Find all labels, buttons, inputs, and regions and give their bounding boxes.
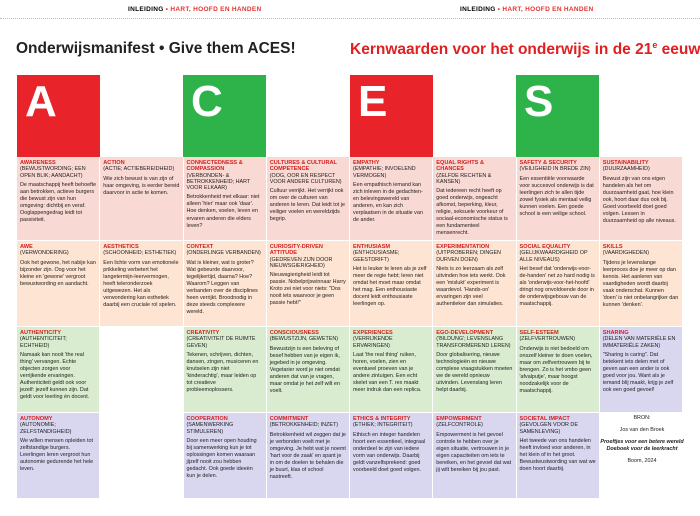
- value-cell: [350, 327, 432, 412]
- value-subtitle: (BETROKKENHEID; INZET): [269, 422, 339, 429]
- value-cell: [100, 241, 182, 326]
- value-title: EQUAL RIGHTS & CHANCES: [436, 160, 485, 173]
- value-cell: [433, 413, 515, 498]
- value-title: AUTONOMY: [20, 416, 53, 422]
- value-title: ETHICS & INTEGRITY: [353, 416, 411, 422]
- value-title: ACTION: [103, 160, 125, 166]
- value-subtitle: (GELIJKWAARDIGHEID OP ALLE NIVEAUS): [519, 250, 588, 263]
- value-subtitle: (ZELFCONTROLE): [436, 422, 483, 429]
- value-cell: [184, 157, 266, 240]
- source-label: BRON:: [633, 415, 651, 421]
- value-description: Wie zich bewust is van zijn of haar omgeving, is eerder bereid daarvoor in actie te komen.: [103, 175, 180, 196]
- value-cell: [17, 413, 99, 498]
- value-cell: [267, 413, 349, 498]
- value-description: Namaak kan nooit 'the real thing' vervangen. Echte objecten zorgen voor verrijkende ervaringen. Authenticiteit geldt ook voor jezelf: jezelf kunnen zijn. Dat geldt voor leerling én docent.: [20, 351, 90, 400]
- value-title: ENTHUSIASM: [353, 244, 390, 250]
- title-main: Kernwaarden voor het onderwijs in de 21: [350, 41, 653, 59]
- running-header-right: [460, 6, 594, 13]
- source-book-subtitle: Doeboek voor de leerkracht: [606, 446, 678, 453]
- value-cell: [350, 241, 432, 326]
- value-cell: [17, 241, 99, 326]
- value-subtitle: (ETHIEK; INTEGRITEIT): [353, 422, 413, 429]
- value-title: AWARENESS: [20, 160, 56, 166]
- value-subtitle: (EMPATHIE; INVOELEND VERMOGEN): [353, 166, 416, 179]
- source-book-title: Proeftjes voor een betere wereld: [600, 438, 684, 445]
- value-subtitle: (SAMENWERKING STIMULEREN): [186, 422, 234, 435]
- value-title: SELF-ESTEEM: [519, 330, 559, 336]
- value-cell: [267, 241, 349, 326]
- value-cell: [184, 241, 266, 326]
- letter-block-e: E: [350, 75, 433, 157]
- letter-block-c: C: [183, 75, 266, 157]
- value-cell: [350, 157, 432, 240]
- value-subtitle: (AUTHENTICITEIT; ECHTHEID): [20, 336, 67, 349]
- value-subtitle: (AUTONOMIE; ZELFSTANDIGHEID): [20, 422, 72, 435]
- value-description: Tijdens je levenslange leerproces doe je meer op dan kennis. Het aanleren van vaardigheden wordt daarbij vaak onderschat. Kunnen 'doen' is niet onbelangrijker dan kunnen 'denken'.: [602, 259, 679, 308]
- value-title: SOCIETAL IMPACT: [519, 416, 570, 422]
- header-separator: •: [163, 6, 171, 13]
- value-cell: [433, 241, 515, 326]
- value-subtitle: (SCHOONHEID; ESTHETIEK): [103, 250, 177, 257]
- value-subtitle: (VERBONDEN- & BETROKKENHEID; HART VOOR ELKAAR): [186, 172, 251, 192]
- value-cell: [184, 413, 266, 498]
- value-subtitle: (DUURZAAMHEID): [602, 166, 650, 173]
- value-description: Onderwijs is niet bedoeld om onszelf kleiner te doen voelen, maar om zelfvertrouwen bij te brengen. Zo is het vmbo geen 'afvalputje', maar hoogst noodzakelijk voor de maatschappij.: [519, 345, 593, 394]
- value-cell: [267, 157, 349, 240]
- value-cell: [600, 327, 682, 412]
- value-title: CULTURES & CULTURAL COMPETENCE: [269, 160, 337, 173]
- page-title-right: [350, 40, 700, 59]
- page-title-left: Onderwijsmanifest • Give them ACES!: [16, 40, 296, 57]
- values-grid: [17, 157, 683, 499]
- value-description: Een lichte vorm van emotionele prikkeling verbetert het langetermijn-leervermogen, heeft teleronderzoek uitgewezen. Het als verwondering kan esthetiek daarbij een cruciale rol spelen.: [103, 259, 179, 308]
- value-cell: [517, 157, 599, 240]
- value-subtitle: (GEDREVEN ZIJN DOOR NIEUWSGIERIGHEID): [269, 256, 333, 270]
- value-subtitle: (ONDERLINGE VERBANDEN): [186, 250, 261, 257]
- source-publisher: Boom, 2024: [627, 458, 657, 465]
- value-description: Laat 'the real thing' ruiken, horen, voelen, zien en eventueel proeven van je andere zintuigen. Een echt skelet van een T. rex maakt meer indruk dan een replica.: [353, 351, 422, 393]
- value-title: SUSTAINABILITY: [602, 160, 649, 166]
- value-description: Door een meer open houding bij samenwerking kun je tot oplossingen komen waaraan jijzelf nooit zou hebben gedacht. Ook goede ideeën kun je delen.: [186, 437, 257, 479]
- letter-block-s: S: [516, 75, 599, 157]
- header-chapter: HART, HOOFD EN HANDEN: [170, 6, 262, 13]
- value-cell: [184, 327, 266, 412]
- value-description: Niets is zo leerzaam als zelf uitvinden hoe iets werkt. Ook een 'mislukt' experiment is waardevol. 'Hands-on' ervaringen zijn veel authentieker dan simulaties.: [436, 265, 506, 307]
- value-subtitle: (VERRIJKENDE ERVARINGEN): [353, 336, 393, 349]
- value-description: We willen mensen opleiden tot zelfstandige burgers. Leerlingen leren vergroot hun autonomie gedurende het hele leven.: [20, 437, 94, 472]
- value-title: SOCIAL EQUALITY: [519, 244, 571, 250]
- value-title: CONTEXT: [186, 244, 214, 250]
- letter-block-a: A: [17, 75, 100, 157]
- value-title: EMPOWERMENT: [436, 416, 482, 422]
- value-description: Het besef dat 'onderwijs-voor-de-handen' net zo hard nodig is als 'onderwijs-voor-het-hoofd' dringt nog onvoldoende door in de onderwijsgebouw van de maatschappij.: [519, 265, 595, 307]
- value-subtitle: ('BILDUNG'; LEVENSLANG TRANSFORMEREND LEREN): [436, 336, 511, 349]
- value-description: "Sharing is caring". Dat betekent iets delen met of geven aan een ander is ook goed voor jou. Want als je iemand blij maakt, krijg je zelf ook een goed gevoel!: [602, 351, 674, 393]
- value-description: Tekenen, schrijven, dichten, dansen, zingen, musiceren en knutselen zijn niet 'kinderachtig', maar leiden op tot creatieve probleemoplossers.: [186, 351, 259, 393]
- value-subtitle: (BEWUSTWORDING; EEN OPEN BLIK; AANDACHT): [20, 166, 86, 179]
- value-subtitle: (ENTHOUSIASME; GEESTDRIFT): [353, 250, 400, 263]
- value-title: SHARING: [602, 330, 629, 336]
- value-subtitle: (ZELFVERTROUWEN): [519, 336, 576, 343]
- value-title: SKILLS: [602, 244, 623, 250]
- header-section: INLEIDING: [460, 6, 496, 13]
- value-subtitle: (ACTIE; ACTIEBEREIDHEID): [103, 166, 175, 173]
- value-title: SAFETY & SECURITY: [519, 160, 577, 166]
- value-subtitle: (VEILIGHEID IN BREDE ZIN): [519, 166, 591, 173]
- value-title: CURIOSITY-DRIVEN ATTITUDE: [269, 244, 323, 257]
- value-title: AESTHETICS: [103, 244, 139, 250]
- value-title: AUTHENTICITY: [20, 330, 62, 336]
- value-subtitle: (VAARDIGHEDEN): [602, 250, 650, 257]
- value-description: Wat is kleiner, wat is groter? Wat gebeurde daarvoor, tegelijkertijd, daarna? Hoe? Waarom? Leggen van verbanden over de disciplines heen verrijkt. Broodnodig in deze steeds complexere wereld.: [186, 259, 258, 315]
- value-description: Door globalisering, nieuwe technologieën en nieuwe complexe vraagstukken moeten we de wereld opnieuw uitvinden. Levenslang leren helpt daarbij.: [436, 351, 513, 393]
- header-section: INLEIDING: [128, 6, 164, 13]
- value-cell: [600, 241, 682, 326]
- value-description: Cultuur verrijkt. Het verrijkt ook om over de culturen van anderen te leren. Dat leidt tot je veiliger voelen en wereldzijds begrip.: [269, 188, 345, 223]
- value-title: CREATIVITY: [186, 330, 220, 336]
- value-subtitle: (VERWONDERING): [20, 250, 69, 257]
- value-cell: [600, 157, 682, 240]
- value-description: Bewust zijn van ons eigen handelen als het om duurzaamheid gaat, hoe klein ook, hoort daar dus ook bij. Goed voorbeeld doet goed volgen. Lessen in duurzaamheid op alle niveaus.: [602, 175, 676, 224]
- value-description: Empowerment is het gevoel controle te hebben over je eigen situatie, vertrouwen in je eigen capaciteiten om iets te bereiken, en het gevoel dat wat jij wilt bereiken bij jou past.: [436, 431, 512, 473]
- value-description: De maatschappij heeft behoefte aan betrokken, actieve burgers die bewust zijn van hun omgeving: dichtbij en veraf. Ooglappengedrag leidt tot passiviteit.: [20, 181, 97, 223]
- value-subtitle: (ZELFDE RECHTEN & KANSEN): [436, 172, 492, 186]
- value-description: Een empathisch iemand kan zich inleven in de gedachten- en belevingswereld van anderen, en kan zich verplaatsen in de situatie van de ander.: [353, 181, 423, 223]
- value-description: Het tweede van ons handelen heeft invloed voor anderen, in het klein of in het groot. Bewustwustwording van wat we doen hoort daarbij.: [519, 437, 596, 472]
- value-description: Bewustzijn is een beleving of besef hebben van je eigen ik, jegebed in je omgeving. Vegetarier word je niet omdat anderen dat van je vragen, maar omdat je het zelf wilt en voelt.: [269, 345, 340, 394]
- value-description: Het is leuker te leren als je zelf meer de regie hebt; leren niet omdat het moet maar omdat het mag. Een enthousiaste docent leidt enthousiaste leerlingen op.: [353, 265, 427, 307]
- value-description: Dat iedereen recht heeft op goed onderwijs, ongeacht afkomst, beperking, kleur, religie, seksuele voorkeur of sociaal-economische status is een fundamenteel mensenrecht.: [436, 188, 508, 237]
- value-cell: [433, 157, 515, 240]
- value-title: EXPERIENCES: [353, 330, 393, 336]
- value-title: EGO-DEVELOPMENT: [436, 330, 494, 336]
- header-divider: [0, 18, 700, 19]
- value-description: Betrokkenheid wil zeggen dat je je verbonden voelt met je omgeving. Je hebt wat je noemt 'hart voor de zaak' en spant je in om de doelen te behalen die je buurt, klas of school nastreeft.: [269, 431, 346, 480]
- source-author: Jos van den Broek: [619, 426, 665, 433]
- value-subtitle: (UITPROBEREN; DINGEN DURVEN DOEN): [436, 250, 501, 263]
- value-cell: [267, 327, 349, 412]
- source-block: [600, 415, 684, 466]
- value-cell: [517, 413, 599, 498]
- value-cell: [17, 157, 99, 240]
- value-subtitle: (CREATIVITEIT DE RUIMTE GEVEN): [186, 336, 256, 349]
- value-cell: [517, 327, 599, 412]
- value-subtitle: (GEVOLGEN VOOR DE SAMENLEVING): [519, 422, 578, 435]
- value-title: COMMITMENT: [269, 416, 309, 422]
- value-title: EXPERIMENTATION: [436, 244, 490, 250]
- value-title: CONNECTEDNESS & COMPASSION: [186, 160, 243, 173]
- value-description: Ethisch en integer handelen hoort een essentieel, integraal onderdeel te zijn van iedere vorm van onderwijs. Daarbij geldt vanzelfsprekend: goed voorbeeld doet goed volgen.: [353, 431, 426, 473]
- value-description: Betrokkenheid met elkaar: niet alleen 'hier' maar ook 'daar'. Hoe denken, voelen, leven en ervaren anderen die elders leven?: [186, 194, 260, 229]
- header-separator: •: [495, 6, 503, 13]
- value-title: EMPATHY: [353, 160, 380, 166]
- title-superscript: e: [652, 40, 658, 50]
- header-chapter: HART, HOOFD EN HANDEN: [502, 6, 594, 13]
- value-cell: [17, 327, 99, 412]
- value-description: Ook het gewone, het nabije kan bijzonder zijn. Oog voor het kleine en 'gewone' vergroot bewustwording en aandacht.: [20, 259, 96, 287]
- value-cell: [433, 327, 515, 412]
- value-subtitle: (OOG, OOR EN RESPECT VOOR ANDERE CULTUREN): [269, 172, 342, 186]
- title-end: eeuw: [657, 41, 700, 59]
- value-subtitle: (DELEN VAN MATERIËLE EN IMMATERIËLE ZAKEN): [602, 336, 676, 349]
- value-title: COOPERATION: [186, 416, 228, 422]
- value-title: CONSCIOUSNESS: [269, 330, 319, 336]
- running-header-left: [128, 6, 262, 13]
- value-cell: [350, 413, 432, 498]
- value-description: Een essentiële voorwaarde voor succesvol onderwijs is dat leerlingen zich te allen tijde zowel fysiek als mentaal veilig kunnen voelen. Een goede school is een veilige school.: [519, 175, 594, 217]
- value-description: Nieuwsgierigheid leidt tot passie. Nobelprijswinnaar Harry Kroto zei niet voor niets: "Dos nooit iets waarvoor je geen passie hebt!": [269, 272, 346, 307]
- value-title: AWE: [20, 244, 33, 250]
- value-subtitle: (BEWUSTZIJN, GEWETEN): [269, 336, 339, 343]
- value-cell: [517, 241, 599, 326]
- value-cell: [100, 157, 182, 240]
